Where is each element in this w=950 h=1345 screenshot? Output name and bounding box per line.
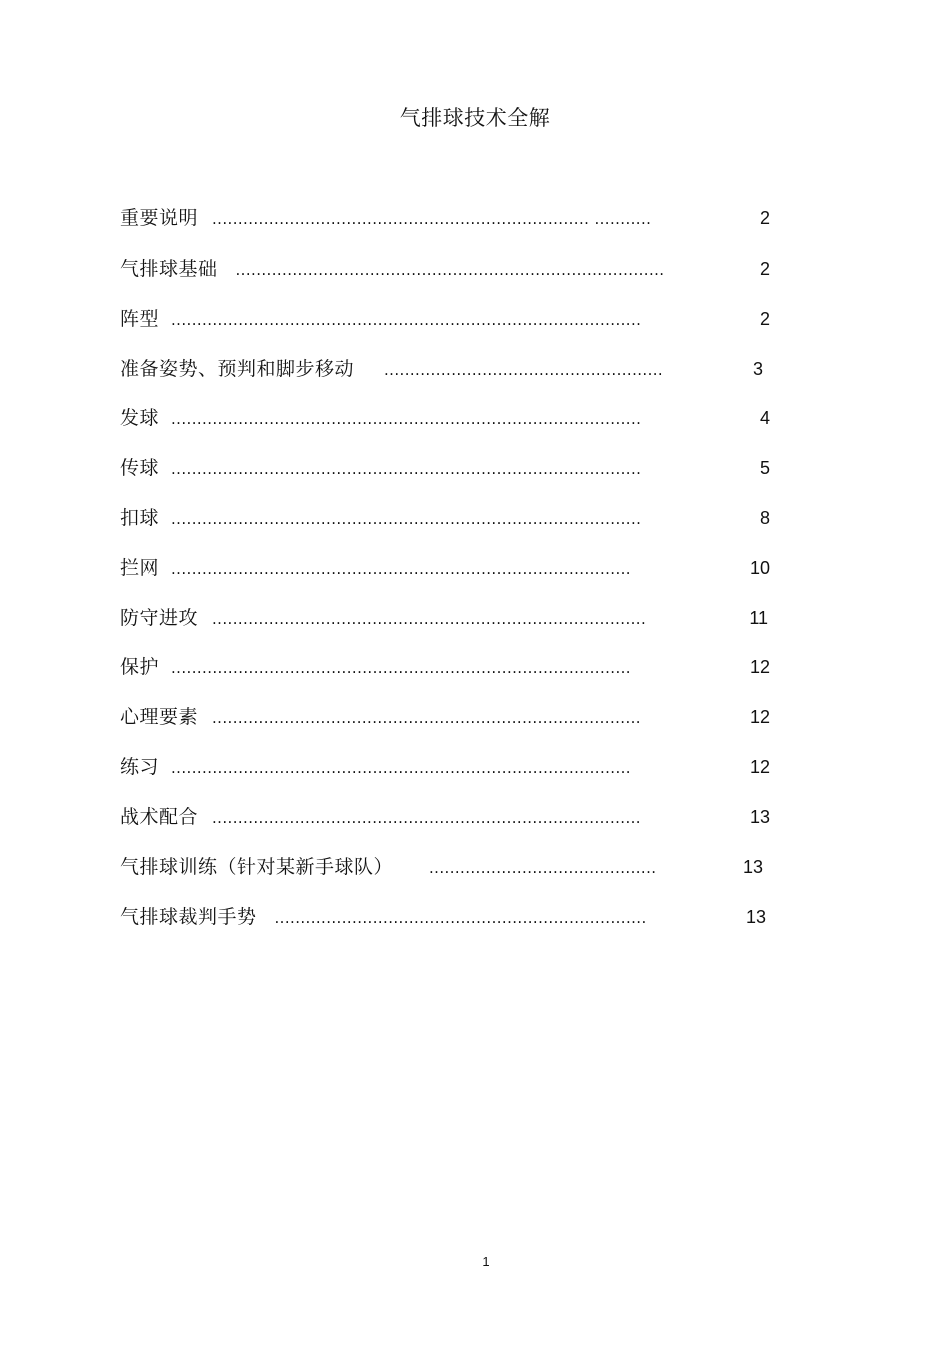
- toc-entry-label: 练习: [120, 756, 160, 778]
- toc-entry-page: 2: [759, 309, 770, 329]
- toc-leader-dots: ....................................................................................: [212, 610, 647, 628]
- toc-leader-dots: .........................................................................................: [171, 659, 631, 677]
- toc-entry[interactable]: [120, 403, 770, 433]
- toc-entry-page: 3: [752, 359, 763, 379]
- toc-entry-page: 12: [749, 707, 770, 727]
- toc-entry-label: 气排球基础: [120, 258, 218, 280]
- toc-entry-page: 8: [759, 508, 770, 528]
- toc-entry-page: 12: [749, 657, 770, 677]
- toc-entry-page: 12: [749, 757, 770, 777]
- toc-entry[interactable]: [120, 603, 768, 633]
- toc-entry-page: 13: [745, 907, 766, 927]
- toc-leader-dots: ............................................: [429, 859, 657, 877]
- toc-entry-label: 重要说明: [120, 207, 199, 229]
- toc-entry-label: 扣球: [120, 507, 160, 529]
- toc-leader-dots: ......................................................: [384, 361, 664, 379]
- toc-entry-label: 心理要素: [120, 706, 199, 728]
- toc-entry-label: 气排球训练（针对某新手球队）: [120, 856, 394, 878]
- toc-leader-dots: ...........................................................................................: [171, 510, 642, 528]
- toc-entry-page: 11: [749, 608, 768, 628]
- toc-entry-page: 4: [759, 408, 770, 428]
- toc-entry-label: 传球: [120, 457, 160, 479]
- toc-entry-label: 气排球裁判手势: [120, 906, 257, 928]
- toc-entry-label: 发球: [120, 407, 160, 429]
- toc-entry[interactable]: [120, 254, 770, 284]
- toc-entry-page: 10: [749, 558, 770, 578]
- toc-entry-label: 防守进攻: [120, 607, 199, 629]
- toc-leader-dots: .........................................................................................: [171, 759, 631, 777]
- toc-leader-dots: .........................................................................................: [171, 560, 631, 578]
- toc-leader-dots: ......................................................................... ...........: [212, 210, 652, 228]
- toc-entry[interactable]: [120, 752, 770, 782]
- toc-entry[interactable]: [120, 802, 770, 832]
- toc-entry-page: 2: [759, 259, 770, 279]
- toc-entry[interactable]: [120, 304, 770, 334]
- toc-leader-dots: ...........................................................................................: [171, 311, 642, 329]
- toc-entry-label: 阵型: [120, 308, 160, 330]
- toc-entry-page: 5: [759, 458, 770, 478]
- toc-leader-dots: ...................................................................................: [212, 809, 641, 827]
- toc-entry-page: 13: [742, 857, 763, 877]
- document-title: 气排球技术全解: [399, 106, 551, 130]
- toc-leader-dots: ...........................................................................................: [171, 410, 642, 428]
- toc-entry[interactable]: [120, 553, 770, 583]
- toc-leader-dots: ...................................................................................: [212, 709, 641, 727]
- toc-entry-page: 2: [759, 208, 770, 228]
- page-number: 1: [482, 1254, 490, 1269]
- toc-entry-label: 准备姿势、预判和脚步移动: [120, 358, 355, 380]
- toc-entry-label: 拦网: [120, 557, 160, 579]
- toc-entry-label: 战术配合: [120, 806, 199, 828]
- toc-entry-page: 13: [749, 807, 770, 827]
- toc-entry[interactable]: [120, 354, 763, 384]
- toc-leader-dots: ...........................................................................................: [171, 460, 642, 478]
- toc-entry[interactable]: [120, 503, 770, 533]
- toc-leader-dots: ...................................................................................: [235, 261, 665, 279]
- toc-entry[interactable]: [120, 702, 770, 732]
- toc-entry[interactable]: [120, 852, 763, 882]
- toc-entry[interactable]: [120, 652, 770, 682]
- toc-entry[interactable]: [120, 453, 770, 483]
- toc-leader-dots: ........................................................................: [274, 909, 647, 927]
- toc-entry[interactable]: [120, 203, 770, 233]
- toc-entry[interactable]: [120, 902, 766, 932]
- toc-entry-label: 保护: [120, 656, 160, 678]
